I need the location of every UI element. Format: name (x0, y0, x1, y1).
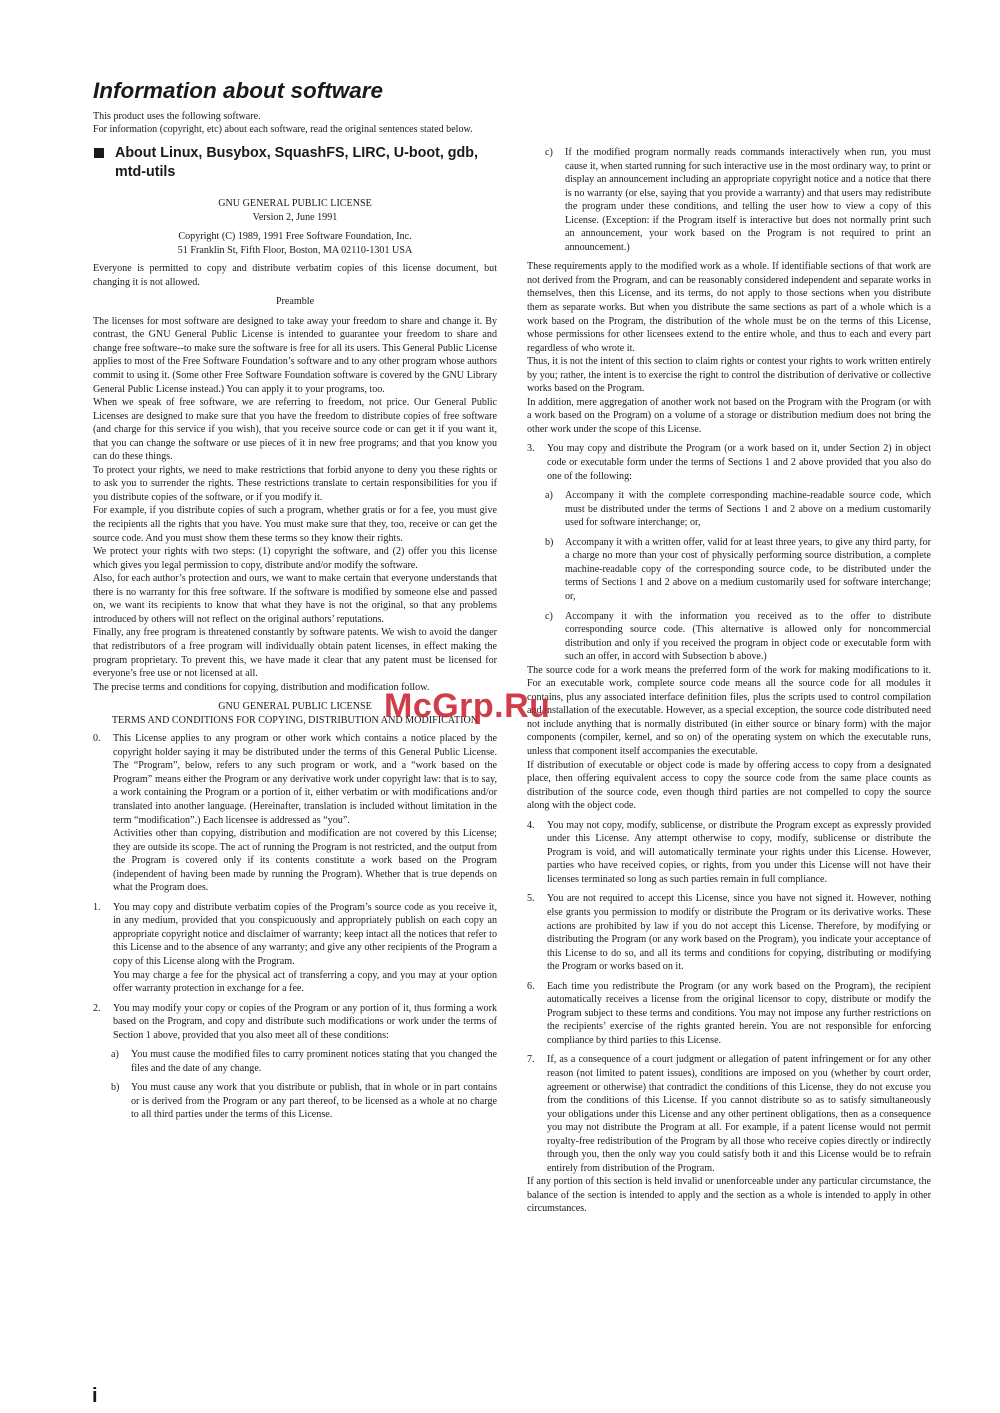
section-heading (93, 144, 497, 182)
subsection-2a (111, 1048, 497, 1075)
preamble-paragraph: The licenses for most software are designed to take away your freedom to share and change it. By contrast, the GNU General Public License is intended to guarantee your freedom to share and change free software--to make sure the software is free for all its users. This General Public License applies to most of the Free Software Foundation’s software and to any other program whose authors commit to using it. (Some other Free Software Foundation software is covered by the GNU Library General Public License instead.) You can apply it to your programs, too. (93, 315, 497, 395)
square-bullet-icon (94, 148, 104, 158)
page-title: Information about software (93, 78, 384, 103)
subsection-letter: c) (545, 147, 553, 158)
section-paragraph: You may modify your copy or copies of the Program or any portion of it, thus forming a work based on the Program, and copy and distribute such modifications or work under the terms of Section 1 above, provided that you also meet all of these conditions: (113, 1002, 497, 1041)
terms-title: GNU GENERAL PUBLIC LICENSE (218, 701, 372, 713)
body-paragraph: If any portion of this section is held invalid or unenforceable under any particular circumstance, the balance of the section is intended to apply and the section as a whole is intended to apply in other circumstances. (527, 1176, 931, 1215)
permission-notice: Everyone is permitted to copy and distribute verbatim copies of this license document, but changing it is not allowed. (93, 263, 497, 288)
subsection-text: You must cause any work that you distribute or publish, that in whole or in part contains or is derived from the Program or any part thereof, to be licensed as a whole at no charge to all third parties under the terms of this License. (131, 1082, 497, 1121)
address-line: 51 Franklin St, Fifth Floor, Boston, MA 02110-1301 USA (177, 244, 413, 256)
section-paragraph: Each time you redistribute the Program (or any work based on the Program), the recipient automatically receives a license from the original licensor to copy, distribute or modify the Program subject to these terms and conditions. You may not impose any further restrictions on the recipients’ exercise of the rights granted herein. You are not responsible for enforcing compliance by third parties to this License. (547, 980, 931, 1046)
preamble-paragraph: To protect your rights, we need to make restrictions that forbid anyone to deny you these rights or to ask you to surrender the rights. These restrictions translate to certain responsibilities for you if you distribute copies of the software, or if you modify it. (93, 464, 497, 503)
section-number: 3. (527, 443, 535, 455)
subsection-3c (545, 610, 931, 664)
section-paragraph: Activities other than copying, distribution and modification are not covered by this License; they are outside its scope. The act of running the Program is not restricted, and the output from the Program is covered only if its contents constitute a work based on the Program (independent of having been made by running the Program). Whether that is true depends on what the Program does. (113, 828, 497, 894)
license-title: GNU GENERAL PUBLIC LICENSE (218, 198, 372, 209)
preamble-paragraph: Also, for each author’s protection and ours, we want to make certain that everyone understands that there is no warranty for this free software. If the software is modified by someone else and passed on, we want its recipients to know that what they have is not the original, so that any problems introduced by others will not reflect on the original authors’ reputations. (93, 573, 497, 625)
subsection-text: Accompany it with a written offer, valid for at least three years, to give any third party, for a charge no more than your cost of physically performing source distribution, a complete machine-readable copy of the corresponding source code, to be distributed under the terms of Sections 1 and 2 above on a medium customarily used for software interchange; or, (565, 536, 931, 602)
section-number: 1. (93, 901, 101, 913)
left-column (93, 144, 497, 1128)
license-version: Version 2, June 1991 (252, 211, 338, 223)
section-paragraph: You are not required to accept this License, since you have not signed it. However, nothing else grants you permission to modify or distribute the Program or its derivative works. These actions are prohibited by law if you do not accept this License. Therefore, by modifying or distributing the Program (or any work based on the Program), you indicate your acceptance of this License to do so, and all its terms and conditions for copying, distributing or modifying the Program or works based on it. (547, 893, 931, 973)
section-6 (527, 980, 931, 1048)
preamble-paragraph: Finally, any free program is threatened constantly by software patents. We wish to avoid the danger that redistributors of a free program will individually obtain patent licenses, in effect making the program proprietary. To prevent this, we have made it clear that any patent must be licensed for everyone’s free use or not licensed at all. (93, 627, 497, 680)
subsection-text: Accompany it with the complete corresponding machine-readable source code, which must be distributed under the terms of Sections 1 and 2 above on a medium customarily used for software interchange; or, (565, 490, 931, 529)
section-5 (527, 892, 931, 973)
preamble-paragraph: When we speak of free software, we are referring to freedom, not price. Our General Public Licenses are designed to make sure that you have the freedom to distribute copies of free software (and charge for this service if you wish), that you receive source code or can get it if you want it, that you can change the software or use pieces of it in new free programs; and that you know you can do these things. (93, 397, 497, 463)
section-paragraph: If, as a consequence of a court judgment or allegation of patent infringement or for any other reason (not limited to patent issues), conditions are imposed on you (whether by court order, agreement or otherwise) that contradict the conditions of this License, they do not excuse you from the conditions of this License. If you cannot distribute so as to satisfy simultaneously your obligations under this License and any other pertinent obligations, then as a consequence you may not distribute the Program at all. For example, if a patent license would not permit royalty-free redistribution of the Program by all those who receive copies directly or indirectly through you, then the only way you could satisfy both it and this License would be to refrain entirely from distribution of the Program. (547, 1054, 931, 1174)
section-number: 6. (527, 980, 535, 992)
section-heading-text: About Linux, Busybox, SquashFS, LIRC, U-boot, gdb, mtd-utils (115, 145, 478, 180)
section-number: 7. (527, 1054, 535, 1066)
page-number: i (92, 1385, 98, 1407)
section-paragraph: You may charge a fee for the physical act of transferring a copy, and you may at your option offer warranty protection in exchange for a fee. (113, 969, 497, 995)
intro (93, 111, 553, 136)
section-number: 2. (93, 1002, 101, 1014)
section-2 (93, 1002, 497, 1043)
body-paragraph: The source code for a work means the preferred form of the work for making modifications to it. For an executable work, complete source code means all the source code for all modules it contains, plus any associated interface definition files, plus the scripts used to control compilation and installation of the executable. However, as a special exception, the source code distributed need not include anything that is normally distributed (in either source or binary form) with the major components (compiler, kernel, and so on) of the operating system on which the executable runs, unless that component itself accompanies the executable. (527, 664, 931, 757)
body-paragraph: If distribution of executable or object code is made by offering access to copy from a designated place, then offering equivalent access to copy the source code from the same place counts as distribution of the source code, even though third parties are not compelled to copy the source along with the object code. (527, 759, 931, 812)
subsection-letter: a) (545, 490, 553, 502)
intro-line: For information (copyright, etc) about each software, read the original sentences stated below. (93, 123, 473, 135)
section-number: 4. (527, 819, 535, 831)
section-paragraph: You may copy and distribute verbatim copies of the Program’s source code as you receive it, in any medium, provided that you conspicuously and appropriately publish on each copy an appropriate copyright notice and disclaimer of warranty; keep intact all the notices that refer to this License and to the absence of any warranty; and give any other recipients of the Program a copy of this License along with the Program. (113, 901, 497, 967)
body-paragraph: These requirements apply to the modified work as a whole. If identifiable sections of that work are not derived from the Program, and can be reasonably considered independent and separate works in themselves, then this License, and its terms, do not apply to those sections when you distribute them as separate works. But when you distribute the same sections as part of a whole which is a work based on the Program, the distribution of the whole must be on the terms of this License, whose permissions for other licensees extend to the entire whole, and thus to each and every part regardless of who wrote it. (527, 261, 931, 354)
section-4 (527, 819, 931, 887)
subsection-letter: b) (545, 536, 554, 548)
subsection-2b (111, 1081, 497, 1122)
section-7 (527, 1053, 931, 1175)
section-number: 0. (93, 733, 101, 745)
subsection-letter: a) (111, 1049, 119, 1061)
subsection-letter: b) (111, 1082, 120, 1094)
subsection-3a (545, 489, 931, 530)
subsection-letter: c) (545, 610, 553, 622)
subsection-text: If the modified program normally reads commands interactively when run, you must cause it, when started running for such interactive use in the most ordinary way, to print or display an announcement including an appropriate copyright notice and a notice that there is no warranty (or else, saying that you provide a warranty) and that users may redistribute the program under these conditions, and telling the user how to view a copy of this License. (Exception: if the Program itself is interactive but does not normally print such an announcement, your work based on the Program is not required to print an announcement.) (565, 147, 931, 253)
right-column (527, 146, 931, 1216)
copyright-line: Copyright (C) 1989, 1991 Free Software Foundation, Inc. (178, 231, 412, 243)
intro-line: This product uses the following software. (93, 111, 261, 122)
watermark-logo: McGrp.Ru (384, 687, 551, 725)
preamble-paragraph: We protect your rights with two steps: (1) copyright the software, and (2) offer you this license which gives you legal permission to copy, distribute and/or modify the software. (93, 546, 497, 571)
section-1 (93, 901, 497, 996)
section-paragraph: You may copy and distribute the Program (or a work based on it, under Section 2) in object code or executable form under the terms of Sections 1 and 2 above provided that you also do one of the following: (547, 443, 931, 482)
preamble-paragraph: The precise terms and conditions for copying, distribution and modification follow. (93, 681, 430, 693)
section-number: 5. (527, 893, 535, 905)
subsection-text: You must cause the modified files to carry prominent notices stating that you changed the files and the date of any change. (131, 1049, 497, 1074)
body-paragraph: Thus, it is not the intent of this section to claim rights or contest your rights to work written entirely by you; rather, the intent is to exercise the right to control the distribution of derivative or collective works based on the Program. (527, 356, 931, 395)
body-paragraph: In addition, mere aggregation of another work not based on the Program with the Program (or with a work based on the Program) on a volume of a storage or distribution medium does not bring the other work under the scope of this License. (527, 396, 931, 435)
section-paragraph: This License applies to any program or other work which contains a notice placed by the copyright holder saying it may be distributed under the terms of this General Public License. The “Program”, below, refers to any such program or work, and a “work based on the Program” means either the Program or any derivative work under copyright law: that is to say, a work containing the Program or a portion of it, either verbatim or with modifications and/or translated into another language. (Hereinafter, translation is included without limitation in the term “modification”.) Each licensee is addressed as “you”. (113, 733, 497, 826)
preamble-paragraph: For example, if you distribute copies of such a program, whether gratis or for a fee, you must give the recipients all the rights that you have. You must make sure that they, too, receive or can get the source code. And you must show them these terms so they know their rights. (93, 505, 497, 544)
subsection-2c (545, 146, 931, 254)
section-0 (93, 732, 497, 895)
subsection-3b (545, 536, 931, 604)
section-3 (527, 442, 931, 483)
terms-subtitle: TERMS AND CONDITIONS FOR COPYING, DISTRIBUTION AND MODIFICATION (111, 714, 479, 726)
section-paragraph: You may not copy, modify, sublicense, or distribute the Program except as expressly provided under this License. Any attempt otherwise to copy, modify, sublicense or distribute the Program is void, and will automatically terminate your rights under this License. However, parties who have received copies, or rights, from you under this License will not have their licenses terminated so long as such parties remain in full compliance. (547, 819, 931, 885)
preamble-title: Preamble (275, 296, 315, 308)
subsection-text: Accompany it with the information you received as to the offer to distribute corresponding source code. (This alternative is allowed only for noncommercial distribution and only if you received the program in object code or executable form with such an offer, in accord with Subsection b above.) (565, 610, 931, 663)
